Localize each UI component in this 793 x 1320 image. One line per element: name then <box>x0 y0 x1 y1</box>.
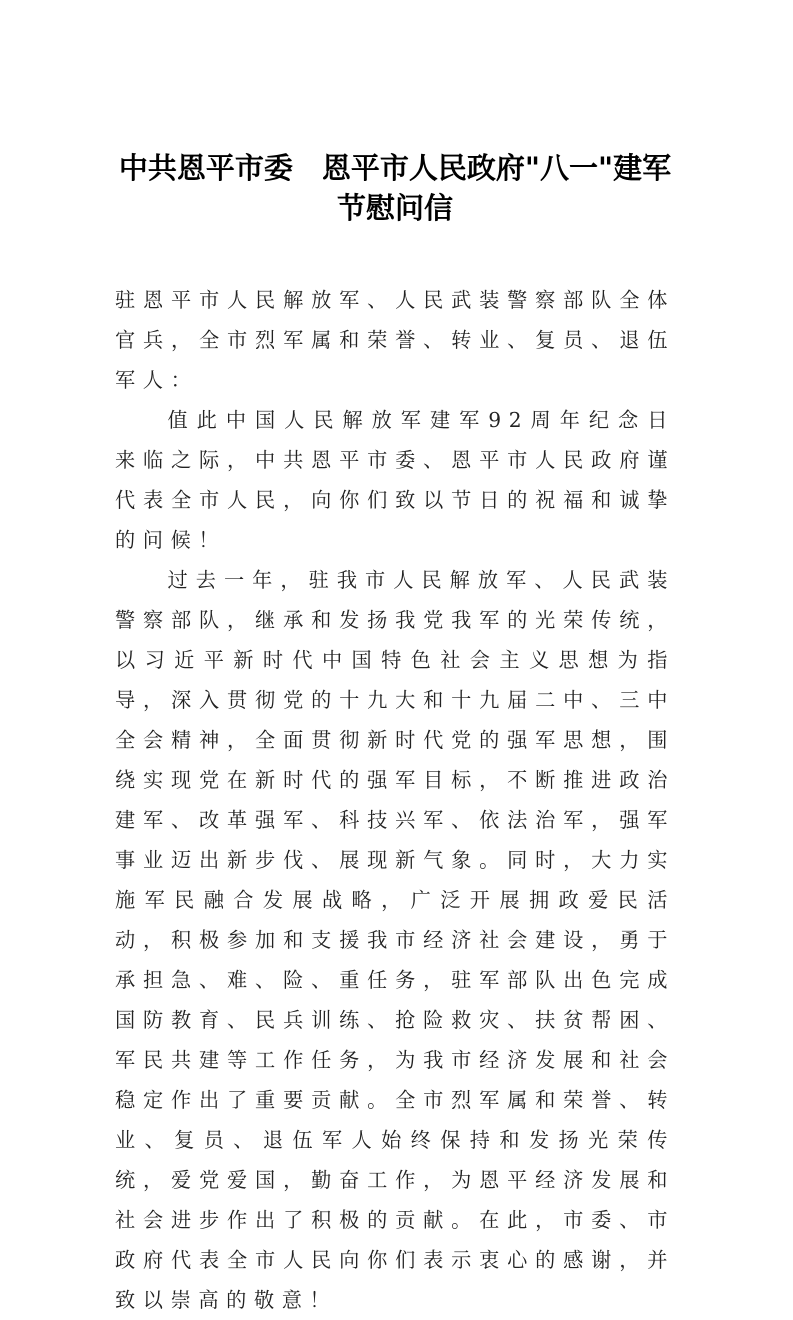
salutation: 驻恩平市人民解放军、人民武装警察部队全体官兵，全市烈军属和荣誉、转业、复员、退伍军人： <box>115 288 675 392</box>
paragraph-achievements: 过去一年，驻我市人民解放军、人民武装警察部队，继承和发扬我党我军的光荣传统，以习近平新时代中国特色社会主义思想为指导，深入贯彻党的十九大和十九届二中、三中全会精神，全面贯彻新时代党的强军思想，围绕实现党在新时代的强军目标，不断推进政治建军、改革强军、科技兴军、依法治军，强军事业迈出新步伐、展现新气象。同时，大力实施军民融合发展战略，广泛开展拥政爱民活动，积极参加和支援我市经济社会建设，勇于承担急、难、险、重任务，驻军部队出色完成国防教育、民兵训练、抢险救灾、扶贫帮困、军民共建等工作任务，为我市经济发展和社会稳定作出了重要贡献。全市烈军属和荣誉、转业、复员、退伍军人始终保持和发扬光荣传统，爱党爱国，勤奋工作，为恩平经济发展和社会进步作出了积极的贡献。在此，市委、市政府代表全市人民向你们表示衷心的感谢，并致以崇高的敬意！ <box>115 568 675 1312</box>
paragraph-greeting: 值此中国人民解放军建军92周年纪念日来临之际，中共恩平市委、恩平市人民政府谨代表全市人民，向你们致以节日的祝福和诚挚的问候！ <box>115 408 675 552</box>
document-page <box>115 148 675 1320</box>
title-line-1: 中共恩平市委 恩平市人民政府"八一"建军 <box>118 151 672 185</box>
title-line-2: 节慰问信 <box>336 191 453 225</box>
letter-body <box>115 280 675 1320</box>
document-title <box>95 148 695 228</box>
